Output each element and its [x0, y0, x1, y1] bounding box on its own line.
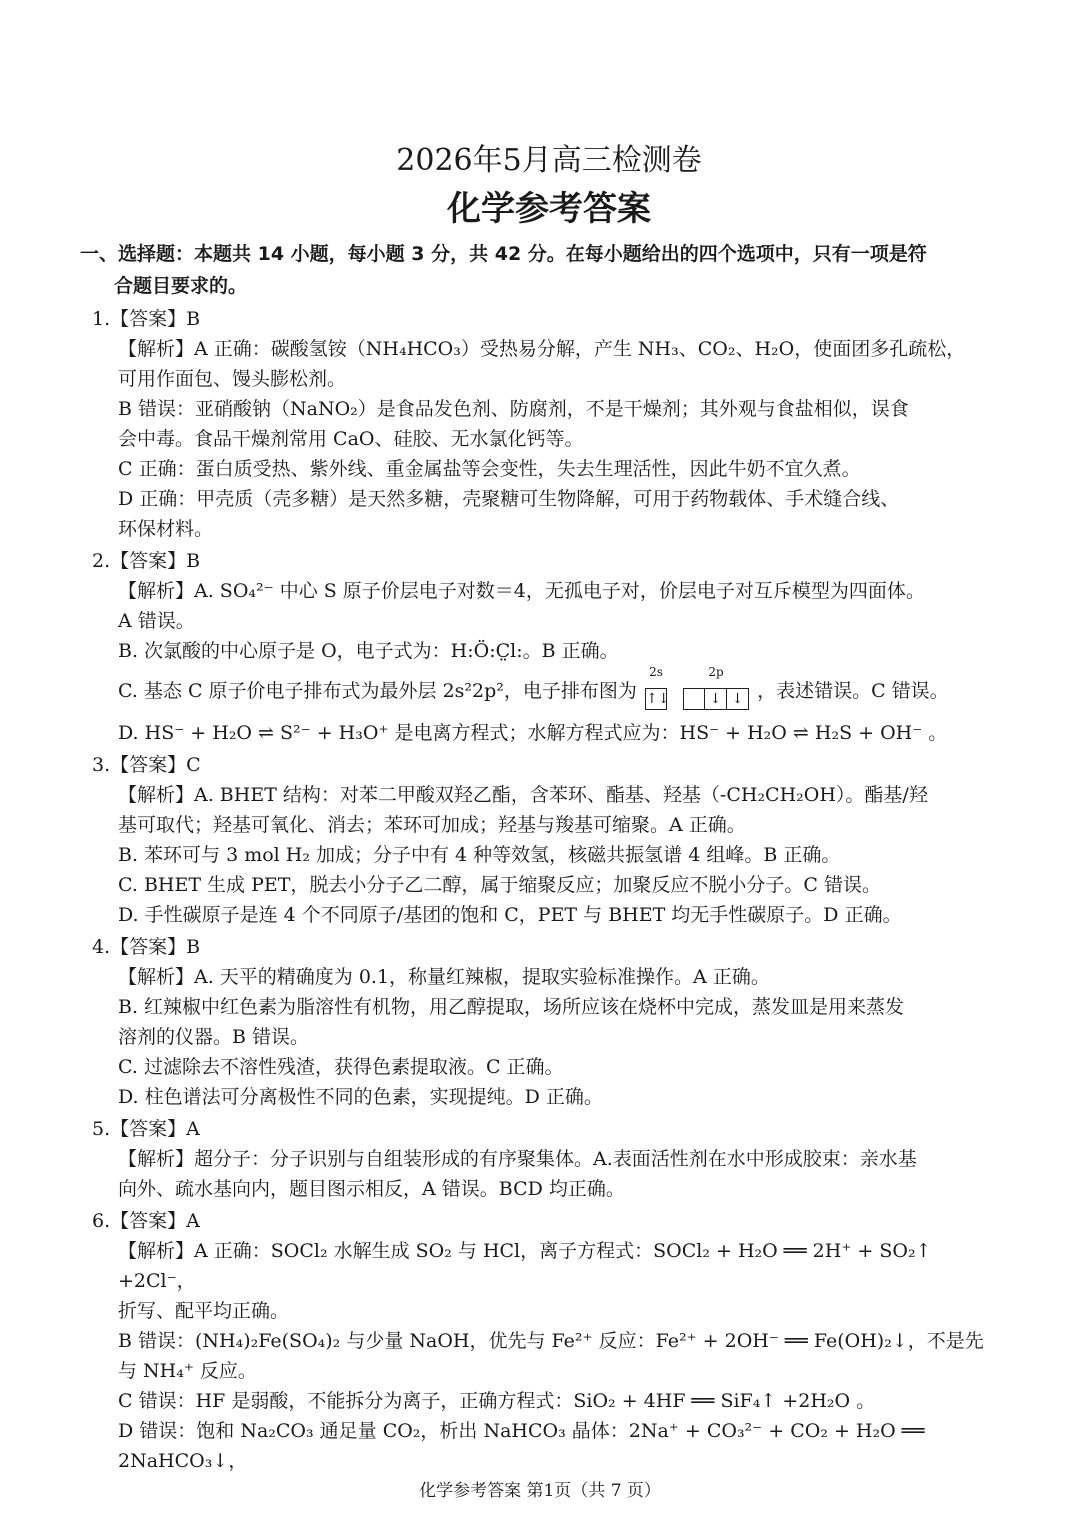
section-heading-line1: 一、选择题：本题共 14 小题，每小题 3 分，共 42 分。在每小题给出的四个选项中，只有一项是符 [80, 243, 927, 265]
explanation-line: 【解析】A. BHET 结构：对苯二甲酸双羟乙酯，含苯环、酯基、羟基（-CH₂CH₂OH）。酯基/羟 [118, 784, 928, 806]
answer-key-title: 化学参考答案 [447, 189, 651, 229]
explanation-line: D. 手性碳原子是连 4 个不同原子/基团的饱和 C，PET 与 BHET 均无手性碳原子。D 正确。 [118, 904, 902, 926]
explanation-line: 基可取代；羟基可氧化、消去；苯环可加成；羟基与羧基可缩聚。A 正确。 [118, 814, 746, 836]
section-heading [80, 238, 1010, 302]
orbital-box: ↓ [727, 688, 749, 710]
explanation-line: A 错误。 [118, 610, 195, 632]
orbital-diagram [645, 666, 749, 718]
question-answer: 6.【答案】A [92, 1210, 200, 1232]
explanation-line: 【解析】A. SO₄²⁻ 中心 S 原子价层电子对数＝4，无孤电子对，价层电子对互斥模型为四面体。 [118, 580, 925, 602]
explanation-line: D 正确：甲壳质（壳多糖）是天然多糖，壳聚糖可生物降解，可用于药物载体、手术缝合线、 [118, 488, 900, 510]
explanation-line: 【解析】A 正确：碳酸氢铵（NH₄HCO₃）受热易分解，产生 NH₃、CO₂、H₂O，使面团多孔疏松， [118, 338, 966, 360]
question-2 [88, 546, 1010, 748]
question-answer: 5.【答案】A [92, 1118, 200, 1140]
orbital-box [683, 688, 705, 710]
explanation-line: C 正确：蛋白质受热、紫外线、重金属盐等会变性，失去生理活性，因此牛奶不宜久煮。 [118, 458, 861, 480]
orbital-text: C. 基态 C 原子价电子排布式为最外层 2s²2p²，电子排布图为 [118, 680, 637, 702]
explanation-line: D. HS⁻ + H₂O ⇌ S²⁻ + H₃O⁺ 是电离方程式；水解方程式应为：HS⁻ + H₂O ⇌ H₂S + OH⁻ 。 [118, 722, 948, 744]
explanation-line: 环保材料。 [118, 518, 214, 540]
explanation-line: 可用作面包、馒头膨松剂。 [118, 368, 347, 390]
question-3 [88, 750, 1010, 930]
question-answer: 3.【答案】C [92, 754, 201, 776]
explanation-line: 【解析】超分子：分子识别与自组装形成的有序聚集体。A.表面活性剂在水中形成胶束：亲水基 [118, 1148, 917, 1170]
question-explanation [88, 576, 1010, 748]
section-heading-line2: 合题目要求的。 [114, 275, 248, 297]
question-1 [88, 304, 1010, 544]
question-5 [88, 1114, 1010, 1204]
orbital-box: ↓ [705, 688, 727, 710]
explanation-line: D. 柱色谱法可分离极性不同的色素，实现提纯。D 正确。 [118, 1086, 603, 1108]
explanation-line: 折写、配平均正确。 [118, 1300, 290, 1322]
question-answer: 4.【答案】B [92, 936, 201, 958]
page-footer: 化学参考答案 第1页（共 7 页） [419, 1481, 661, 1501]
question-answer: 1.【答案】B [92, 308, 201, 330]
orbital-box: ↑↓ [645, 688, 667, 710]
explanation-line: C. 过滤除去不溶性残渣，获得色素提取液。C 正确。 [118, 1056, 564, 1078]
orbital-label-2p: 2p [708, 665, 724, 679]
orbital-tail-text: ，表述错误。C 错误。 [757, 680, 949, 702]
explanation-line-orbital [118, 666, 1010, 718]
exam-title: 2026年5月高三检测卷 [396, 143, 702, 178]
explanation-line: C. BHET 生成 PET，脱去小分子乙二醇，属于缩聚反应；加聚反应不脱小分子。C 错误。 [118, 874, 881, 896]
question-explanation [88, 334, 1010, 544]
explanation-line: 【解析】A 正确：SOCl₂ 水解生成 SO₂ 与 HCl，离子方程式：SOCl₂ + H₂O ══ 2H⁺ + SO₂↑ +2Cl⁻， [118, 1240, 932, 1292]
explanation-line: B. 红辣椒中红色素为脂溶性有机物，用乙醇提取，场所应该在烧杯中完成，蒸发皿是用来蒸发 [118, 996, 905, 1018]
question-explanation [88, 1236, 1010, 1476]
question-explanation [88, 962, 1010, 1112]
explanation-line: 向外、疏水基向内，题目图示相反，A 错误。BCD 均正确。 [118, 1178, 625, 1200]
explanation-line: 【解析】A. 天平的精确度为 0.1，称量红辣椒，提取实验标准操作。A 正确。 [118, 966, 770, 988]
orbital-label-2s: 2s [649, 665, 663, 679]
explanation-line: 会中毒。食品干燥剂常用 CaO、硅胶、无水氯化钙等。 [118, 428, 584, 450]
explanation-line: B 错误：(NH₄)₂Fe(SO₄)₂ 与少量 NaOH，优先与 Fe²⁺ 反应：Fe²⁺ + 2OH⁻ ══ Fe(OH)₂↓，不是先 [118, 1330, 984, 1352]
explanation-line: B. 次氯酸的中心原子是 O，电子式为：H:Ö:C̤l:。B 正确。 [118, 640, 619, 662]
question-6 [88, 1206, 1010, 1476]
explanation-line: 溶剂的仪器。B 错误。 [118, 1026, 310, 1048]
explanation-line: C 错误：HF 是弱酸，不能拆分为离子，正确方程式：SiO₂ + 4HF ══ SiF₄↑ +2H₂O 。 [118, 1390, 876, 1412]
question-explanation [88, 1144, 1010, 1204]
explanation-line: B 错误：亚硝酸钠（NaNO₂）是食品发色剂、防腐剂，不是干燥剂；其外观与食盐相似，误食 [118, 398, 909, 420]
explanation-line: B. 苯环可与 3 mol H₂ 加成；分子中有 4 种等效氢，核磁共振氢谱 4 组峰。B 正确。 [118, 844, 841, 866]
question-4 [88, 932, 1010, 1112]
question-answer: 2.【答案】B [92, 550, 201, 572]
explanation-line: D 错误：饱和 Na₂CO₃ 通足量 CO₂，析出 NaHCO₃ 晶体：2Na⁺ + CO₃²⁻ + CO₂ + H₂O ══ 2NaHCO₃↓， [118, 1420, 925, 1472]
explanation-line: 与 NH₄⁺ 反应。 [118, 1360, 257, 1382]
question-explanation [88, 780, 1010, 930]
